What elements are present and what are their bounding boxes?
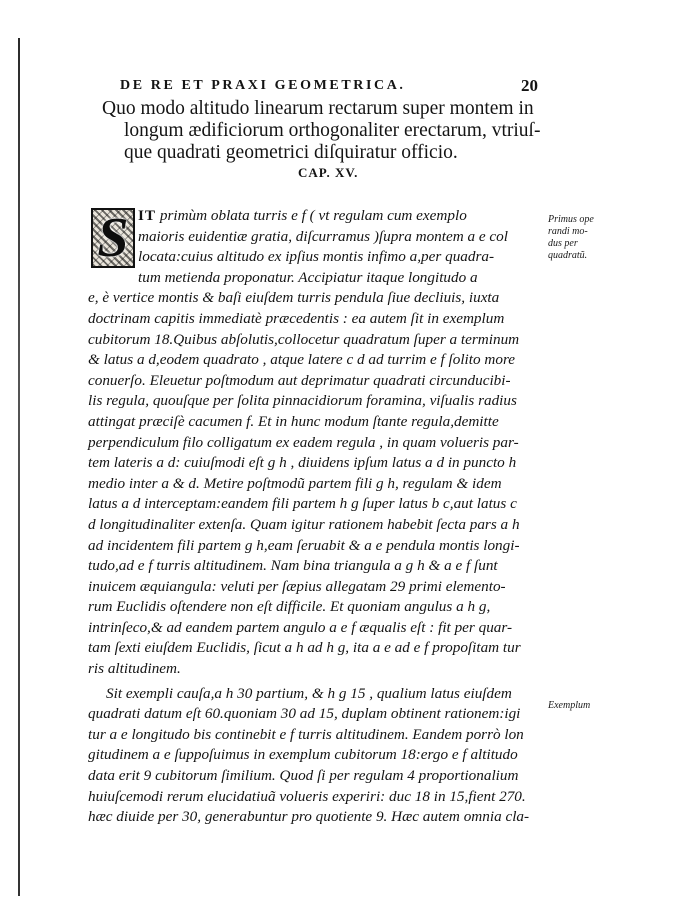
body-line: tur a e longitudo bis continebit e f turris altitudinem. Eandem porrò lon bbox=[88, 725, 524, 743]
body-line: conuerſo. Eleuetur poſtmodum aut deprimatur quadrati circunducibi- bbox=[88, 371, 511, 389]
body-line: attingat præciſè cacumen f. Et in hunc modum ſtante regula,demitte bbox=[88, 412, 499, 430]
body-line: tam ſexti eiuſdem Euclidis, ſicut a h ad h g, ita a e ad e f propoſitam tur bbox=[88, 639, 521, 657]
body-line: ris altitudinem. bbox=[88, 660, 181, 678]
body-line: rum Euclidis oſtendere non eſt difficile. Et quoniam angulus a h g, bbox=[88, 598, 491, 616]
body-line: tum metienda proponatur. Accipiatur itaque longitudo a bbox=[138, 268, 478, 286]
body-line: & latus a d,eodem quadrato , atque latere c d ad turrim e f ſolito more bbox=[88, 351, 516, 369]
body-line: perpendiculum filo colligatum ex eadem regula , in quam volueris par- bbox=[88, 433, 519, 451]
drop-cap-letter: S bbox=[97, 207, 129, 269]
body-line: locata:cuius altitudo ex ipſius montis infimo a,per quadra- bbox=[138, 248, 495, 266]
chapter-number: CAP. XV. bbox=[298, 165, 359, 180]
margin-note-primus-modus: Primus ope randi mo- dus per quadratũ. bbox=[548, 214, 594, 261]
page-edge bbox=[18, 38, 20, 896]
lead-caps: IT bbox=[138, 207, 157, 224]
body-line: d longitudinaliter extenſa. Quam igitur rationem habebit ſecta pars a h bbox=[88, 515, 520, 533]
chapter-heading bbox=[102, 98, 552, 164]
body-line: gitudinem a e ſuppoſuimus in exemplum cubitorum 18:ergo e f altitudo bbox=[88, 746, 518, 764]
margin-note-exemplum: Exemplum bbox=[548, 700, 591, 711]
body-line: huiuſcemodi rerum elucidatiuã volueris experiri: duc 18 in 15,fient 270. bbox=[88, 787, 526, 805]
heading-line: longum ædificiorum orthogonaliter erectarum, vtriuſ- bbox=[124, 120, 541, 141]
body-line: lis regula, quouſque per ſolita pinnacidiorum foramina, viſualis radius bbox=[88, 392, 517, 410]
body-line: data erit 9 cubitorum ſimilium. Quod ſi per regulam 4 proportionalium bbox=[88, 767, 519, 785]
heading-line: Quo modo altitudo linearum rectarum super montem in bbox=[102, 98, 534, 119]
body-line: maioris euidentiæ gratia, diſcurramus )ſupra montem a e col bbox=[138, 227, 508, 245]
body-line: Sit exempli cauſa,a h 30 partium, & h g 15 , qualium latus eiuſdem bbox=[106, 684, 512, 702]
body-line: quadrati datum eſt 60.quoniam 30 ad 15, duplam obtinent rationem:igi bbox=[88, 705, 521, 723]
body-line: cubitorum 18.Quibus abſolutis,collocetur quadratum ſuper a terminum bbox=[88, 330, 520, 348]
heading-line: que quadrati geometrici diſquiratur officio. bbox=[124, 142, 458, 163]
running-head: DE RE ET PRAXI GEOMETRICA. bbox=[120, 78, 406, 93]
body-line: ad incidentem fili partem g h,eam ſeruabit & a e pendula montis longi- bbox=[88, 536, 520, 554]
body-line: medio inter a & d. Metire poſtmodũ partem fili g h, regulam & idem bbox=[88, 474, 502, 492]
body-line: latus a d interceptam:eandem fili partem h g ſuper latus b c,aut latus c bbox=[88, 495, 517, 513]
body-line: doctrinam capitis immediatè præcedentis : ea autem ſit in exemplum bbox=[88, 309, 505, 327]
body-line: hæc diuide per 30, generabuntur pro quotiente 9. Hæc autem omnia cla- bbox=[88, 808, 530, 826]
chapter-body bbox=[88, 206, 558, 828]
body-line: tudo,ad e f turris altitudinem. Nam bina triangula a g h & a e f ſunt bbox=[88, 557, 498, 575]
body-line: tem lateris a d: cuiuſmodi eſt g h , diuidens ipſum latus a d in puncto h bbox=[88, 454, 517, 472]
page-number: 20 bbox=[521, 76, 538, 95]
body-line: inuicem æquiangula: veluti per ſæpius allegatam 29 primi elemento- bbox=[88, 577, 506, 595]
body-line: IT primùm oblata turris e f ( vt regulam cum exemplo bbox=[138, 207, 467, 224]
body-line: e, è vertice montis & baſi eiuſdem turris pendula ſiue decliuis, iuxta bbox=[88, 289, 500, 307]
body-line: intrinſeco,& ad eandem partem angulo a e f æqualis eſt : fit per quar- bbox=[88, 618, 513, 636]
